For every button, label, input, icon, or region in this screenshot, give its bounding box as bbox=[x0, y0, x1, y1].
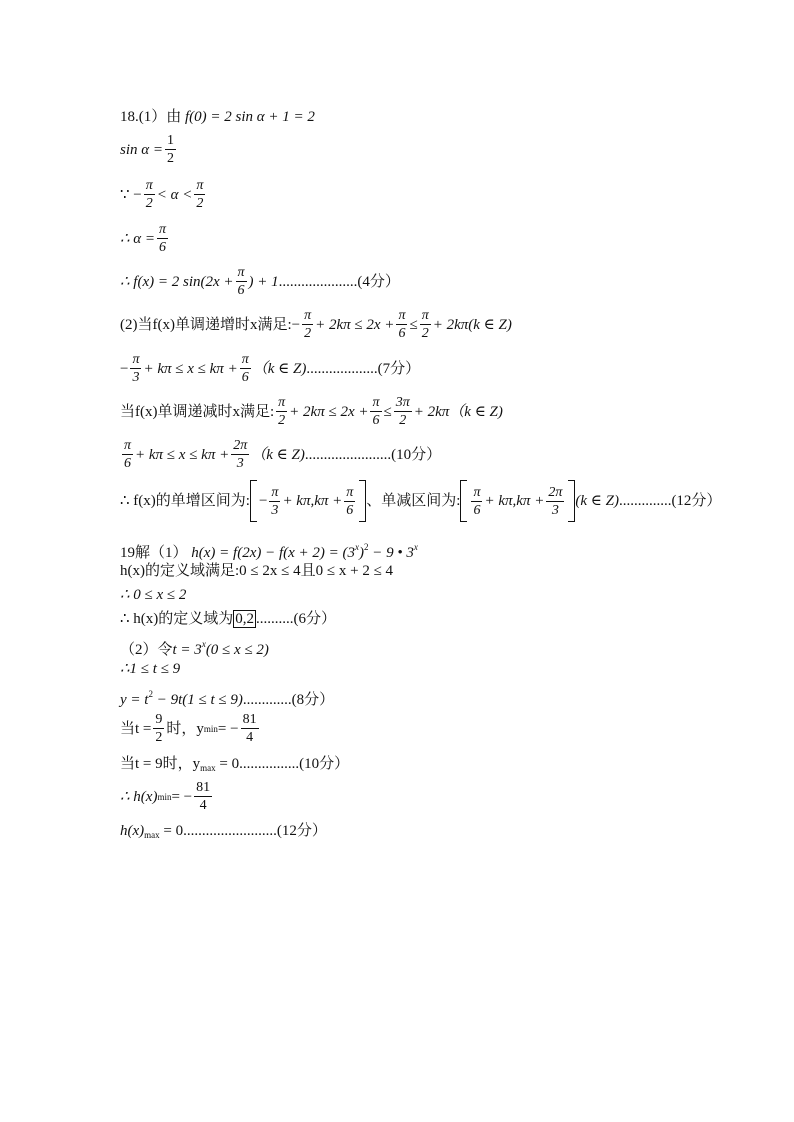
decreasing-condition: 当f(x)单调递减时x满足: bbox=[120, 403, 275, 420]
p19-line-5 bbox=[120, 635, 269, 659]
p19-line-1 bbox=[120, 538, 418, 562]
domain-condition: h(x)的定义域满足:0 ≤ 2x ≤ 4且0 ≤ x + 2 ≤ 4 bbox=[120, 563, 394, 579]
p18-line-4 bbox=[120, 222, 170, 255]
p19-line-6 bbox=[120, 660, 180, 678]
expr-part: + kπ,kπ + bbox=[282, 493, 343, 509]
p18-sin-lhs: sin α = bbox=[120, 141, 164, 158]
fraction: $\frac{\pi}{2}$ bbox=[145, 178, 153, 211]
p18-line-3 bbox=[120, 178, 207, 211]
fraction: $\frac{81}{4}$ bbox=[196, 780, 211, 813]
p18-line-2 bbox=[120, 133, 178, 166]
domain-result: ∴ h(x)的定义域为 bbox=[120, 611, 234, 627]
p18-line-1 bbox=[120, 108, 315, 126]
expr-part: h(x) bbox=[120, 823, 145, 839]
expr-part: + 2kπ ≤ 2x + bbox=[289, 403, 369, 420]
subscript: min bbox=[203, 723, 218, 734]
expr-part: (k ∈ Z) bbox=[575, 493, 619, 509]
p19-prefix: 19解（1） bbox=[120, 545, 188, 561]
fraction: $\frac{2\pi}{3}$ bbox=[233, 438, 248, 471]
score-label: .............(8分） bbox=[242, 692, 335, 708]
p18-eq-f0: f(0) = 2 sin α + 1 = 2 bbox=[185, 109, 315, 125]
p18-line-6 bbox=[120, 308, 512, 341]
score-label: ................(10分） bbox=[239, 756, 350, 772]
fraction: $\frac{\pi}{2}$ bbox=[304, 308, 312, 341]
fraction: $\frac{\pi}{3}$ bbox=[271, 484, 279, 518]
superscript: 2 bbox=[364, 542, 369, 552]
fraction: $\frac{\pi}{2}$ bbox=[421, 308, 429, 341]
fx-rhs: ) + 1 bbox=[248, 273, 279, 290]
expr-part: + 2kπ ≤ 2x + bbox=[315, 316, 395, 333]
p19-line-11 bbox=[120, 822, 327, 844]
p19-line-9 bbox=[120, 755, 349, 777]
expr-part: ≤ bbox=[409, 316, 418, 333]
right-bracket bbox=[568, 480, 575, 522]
expr-part: + 2kπ(k ∈ Z) bbox=[432, 316, 512, 333]
fraction: $\frac{\pi}{3}$ bbox=[132, 352, 140, 385]
fraction: $\frac{2\pi}{3}$ bbox=[548, 484, 563, 518]
expr-part: （k ∈ Z) bbox=[252, 360, 307, 377]
fx-lhs: ∴ f(x) = 2 sin(2x + bbox=[120, 273, 234, 290]
score-label: .......................(10分） bbox=[304, 446, 442, 463]
fraction: $\frac{\pi}{2}$ bbox=[196, 178, 204, 211]
expr-part: 当t = 9时，y bbox=[120, 756, 201, 772]
score-label: .....................(4分） bbox=[278, 273, 400, 290]
interval-intro: ∴ f(x)的单增区间为: bbox=[120, 493, 250, 509]
fraction: $\frac{\pi}{6}$ bbox=[372, 395, 380, 428]
fraction: $\frac{\pi}{6}$ bbox=[473, 484, 481, 518]
superscript: x bbox=[413, 542, 418, 552]
expr-part: − bbox=[120, 360, 129, 377]
p18-line-7 bbox=[120, 352, 420, 385]
increasing-condition: (2)当f(x)单调递增时x满足:− bbox=[120, 316, 301, 333]
expr-part: + kπ ≤ x ≤ kπ + bbox=[143, 360, 238, 377]
fraction: $\frac{\pi}{2}$ bbox=[278, 395, 286, 428]
score-label: ...................(7分） bbox=[306, 360, 421, 377]
expr-part: （2）令 bbox=[120, 642, 173, 658]
alpha-eq: ∴ α = bbox=[120, 230, 156, 247]
p19-line-7 bbox=[120, 685, 334, 709]
fraction: $\frac{1}{2}$ bbox=[167, 133, 175, 166]
expr-part: h(x) = f(2x) − f(x + 2) = (3 bbox=[191, 545, 356, 561]
p19-line-2 bbox=[120, 562, 393, 580]
left-bracket bbox=[250, 480, 257, 522]
score-label: ..............(12分） bbox=[618, 493, 722, 509]
subscript: max bbox=[200, 763, 216, 773]
expr-part: ≤ bbox=[383, 403, 392, 420]
score-label: .........................(12分） bbox=[183, 823, 327, 839]
expr-part: = − bbox=[171, 788, 193, 805]
superscript: x bbox=[201, 639, 206, 649]
expr-part: y = t bbox=[120, 692, 149, 708]
expr-part: − bbox=[258, 493, 268, 509]
superscript: x bbox=[355, 542, 360, 552]
expr-part: ) bbox=[359, 545, 365, 561]
because-minus: ∵ − bbox=[120, 186, 142, 203]
expr-part: (0 ≤ x ≤ 2) bbox=[205, 642, 269, 658]
fraction: $\frac{\pi}{6}$ bbox=[159, 222, 167, 255]
p19-line-10 bbox=[120, 780, 214, 813]
fraction: $\frac{\pi}{6}$ bbox=[241, 352, 249, 385]
fraction: $\frac{\pi}{6}$ bbox=[124, 438, 132, 471]
expr-part: 时，y bbox=[166, 720, 204, 737]
expr-part: t = 3 bbox=[172, 642, 202, 658]
expr-part: ∴ h(x) bbox=[120, 788, 158, 805]
fraction: $\frac{81}{4}$ bbox=[242, 712, 257, 745]
superscript: 2 bbox=[148, 689, 153, 699]
score-label: ..........(6分） bbox=[256, 611, 337, 627]
fraction: $\frac{3\pi}{2}$ bbox=[395, 395, 410, 428]
p18-prefix: 18.(1）由 bbox=[120, 109, 182, 125]
fraction: $\frac{\pi}{6}$ bbox=[398, 308, 406, 341]
subscript: max bbox=[144, 830, 160, 840]
expr-part: 、单减区间为: bbox=[366, 493, 461, 509]
p19-line-8 bbox=[120, 712, 261, 745]
fraction: $\frac{9}{2}$ bbox=[155, 712, 163, 745]
expr-part: = 0 bbox=[215, 756, 240, 772]
closed-interval: 0,2 bbox=[235, 611, 255, 627]
p18-line-5 bbox=[120, 265, 400, 298]
expr-part: = − bbox=[217, 720, 239, 737]
left-bracket bbox=[460, 480, 467, 522]
p18-line-9 bbox=[120, 438, 441, 471]
fraction: $\frac{\pi}{6}$ bbox=[346, 484, 354, 518]
expr-part: + kπ ≤ x ≤ kπ + bbox=[135, 446, 230, 463]
expr-part: + 2kπ（k ∈ Z) bbox=[413, 403, 503, 420]
p18-line-10 bbox=[120, 480, 721, 522]
expr-part: + kπ,kπ + bbox=[484, 493, 545, 509]
p18-line-8 bbox=[120, 395, 503, 428]
p19-line-4 bbox=[120, 610, 336, 628]
t-range: ∴1 ≤ t ≤ 9 bbox=[120, 661, 181, 677]
p19-line-3 bbox=[120, 586, 186, 604]
right-bracket bbox=[359, 480, 366, 522]
expr-part: = 0 bbox=[159, 823, 184, 839]
x-range: ∴ 0 ≤ x ≤ 2 bbox=[120, 587, 187, 603]
expr-part: − 9t(1 ≤ t ≤ 9) bbox=[152, 692, 243, 708]
expr-part: − 9 • 3 bbox=[368, 545, 414, 561]
alpha-bounds: < α < bbox=[156, 186, 193, 203]
fraction: $\frac{\pi}{6}$ bbox=[237, 265, 245, 298]
expr-part: （k ∈ Z) bbox=[251, 446, 305, 463]
subscript: min bbox=[157, 791, 172, 802]
expr-part: 当t = bbox=[120, 720, 152, 737]
